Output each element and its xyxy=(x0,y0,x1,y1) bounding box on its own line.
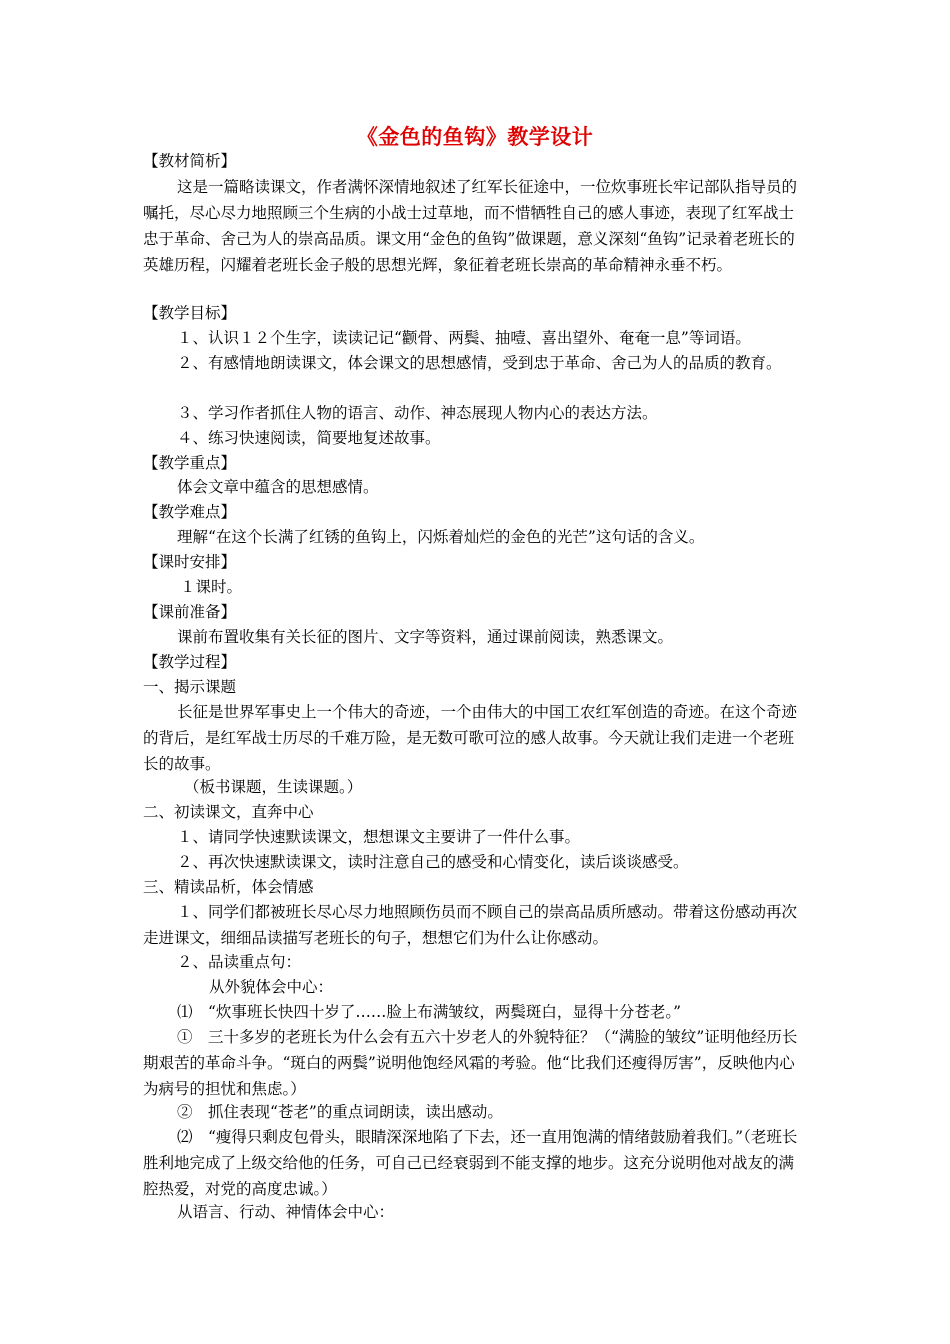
section-heading-process: 【教学过程】 xyxy=(143,653,237,671)
goal-item-1: １、认识１２个生字，读读记记“颧骨、两鬓、抽噎、喜出望外、奄奄一息”等词语。 xyxy=(177,329,751,347)
step1-title: 一、揭示课题 xyxy=(143,678,237,696)
difficulty-text: 理解“在这个长满了红锈的鱼钩上，闪烁着灿烂的金色的光芒”这句话的含义。 xyxy=(177,528,705,546)
quote-1: ⑴ “炊事班长快四十岁了……脸上布满皱纹，两鬓斑白，显得十分苍老。” xyxy=(177,1003,682,1021)
step2-item-2: ２、再次快速默读课文，读时注意自己的感受和心情变化，读后谈谈感受。 xyxy=(177,853,689,871)
step2-title: 二、初读课文，直奔中心 xyxy=(143,803,314,821)
goal-item-2: ２、有感情地朗读课文，体会课文的思想感情，受到忠于革命、舍己为人的品质的教育。 xyxy=(177,354,782,372)
quote-1-point-1: ① 三十多岁的老班长为什么会有五六十岁老人的外貌特征？（“满脸的皱纹”证明他经历长期艰苦的革命斗争。“斑白的两鬓”说明他饱经风霜的考验。他“比我们还瘦得厉害”，反映他内心为病号的担忧和焦虑。） xyxy=(143,1028,798,1098)
key-text: 体会文章中蕴含的思想感情。 xyxy=(177,478,379,496)
section-heading-key: 【教学重点】 xyxy=(143,454,237,472)
section-heading-difficulty: 【教学难点】 xyxy=(143,503,237,521)
goal-item-4: ４、练习快速阅读，简要地复述故事。 xyxy=(177,429,441,447)
quote-2: ⑵ “瘦得只剩皮包骨头，眼睛深深地陷了下去，还一直用饱满的情绪鼓励着我们。”（老班长胜利地完成了上级交给他的任务，可自己已经衰弱到不能支撑的地步。这充分说明他对战友的满腔热爱，对党的高度忠诚。） xyxy=(143,1128,798,1198)
time-text: １课时。 xyxy=(180,578,243,596)
step1-paragraph: 长征是世界军事史上一个伟大的奇迹，一个由伟大的中国工农红军创造的奇迹。在这个奇迹的背后，是红军战士历尽的千难万险，是无数可歌可泣的感人故事。今天就让我们走进一个老班长的故事。 xyxy=(143,703,798,773)
document-title: 《金色的鱼钩》教学设计 xyxy=(356,124,594,149)
step3-title: 三、精读品析，体会情感 xyxy=(143,878,314,896)
analysis-paragraph: 这是一篇略读课文，作者满怀深情地叙述了红军长征途中，一位炊事班长牢记部队指导员的嘱托，尽心尽力地照顾三个生病的小战士过草地，而不惜牺牲自己的感人事迹，表现了红军战士忠于革命、舍己为人的崇高品质。课文用“金色的鱼钩”做课题，意义深刻“鱼钩”记录着老班长的英雄历程，闪耀着老班长金子般的思想光辉，象征着老班长崇高的革命精神永垂不朽。 xyxy=(143,178,798,274)
step2-item-1: １、请同学快速默读课文，想想课文主要讲了一件什么事。 xyxy=(177,828,581,846)
section-heading-time: 【课时安排】 xyxy=(143,553,237,571)
goal-item-3: ３、学习作者抓住人物的语言、动作、神态展现人物内心的表达方法。 xyxy=(177,404,658,422)
speech-intro: 从语言、行动、神情体会中心： xyxy=(177,1203,395,1221)
step3-item-2: ２、品读重点句： xyxy=(177,953,302,971)
section-heading-analysis: 【教材简析】 xyxy=(143,152,237,170)
step3-item-1: １、同学们都被班长尽心尽力地照顾伤员而不顾自己的崇高品质所感动。带着这份感动再次走进课文，细细品读描写老班长的句子，想想它们为什么让你感动。 xyxy=(143,903,798,947)
quote-1-point-2: ② 抓住表现“苍老”的重点词朗读，读出感动。 xyxy=(177,1103,503,1121)
section-heading-prep: 【课前准备】 xyxy=(143,603,237,621)
step1-note: （板书课题，生读课题。） xyxy=(184,778,363,796)
section-heading-goals: 【教学目标】 xyxy=(143,304,237,322)
prep-text: 课前布置收集有关长征的图片、文字等资料，通过课前阅读，熟悉课文。 xyxy=(177,628,674,646)
appearance-intro: 从外貌体会中心： xyxy=(209,978,334,996)
